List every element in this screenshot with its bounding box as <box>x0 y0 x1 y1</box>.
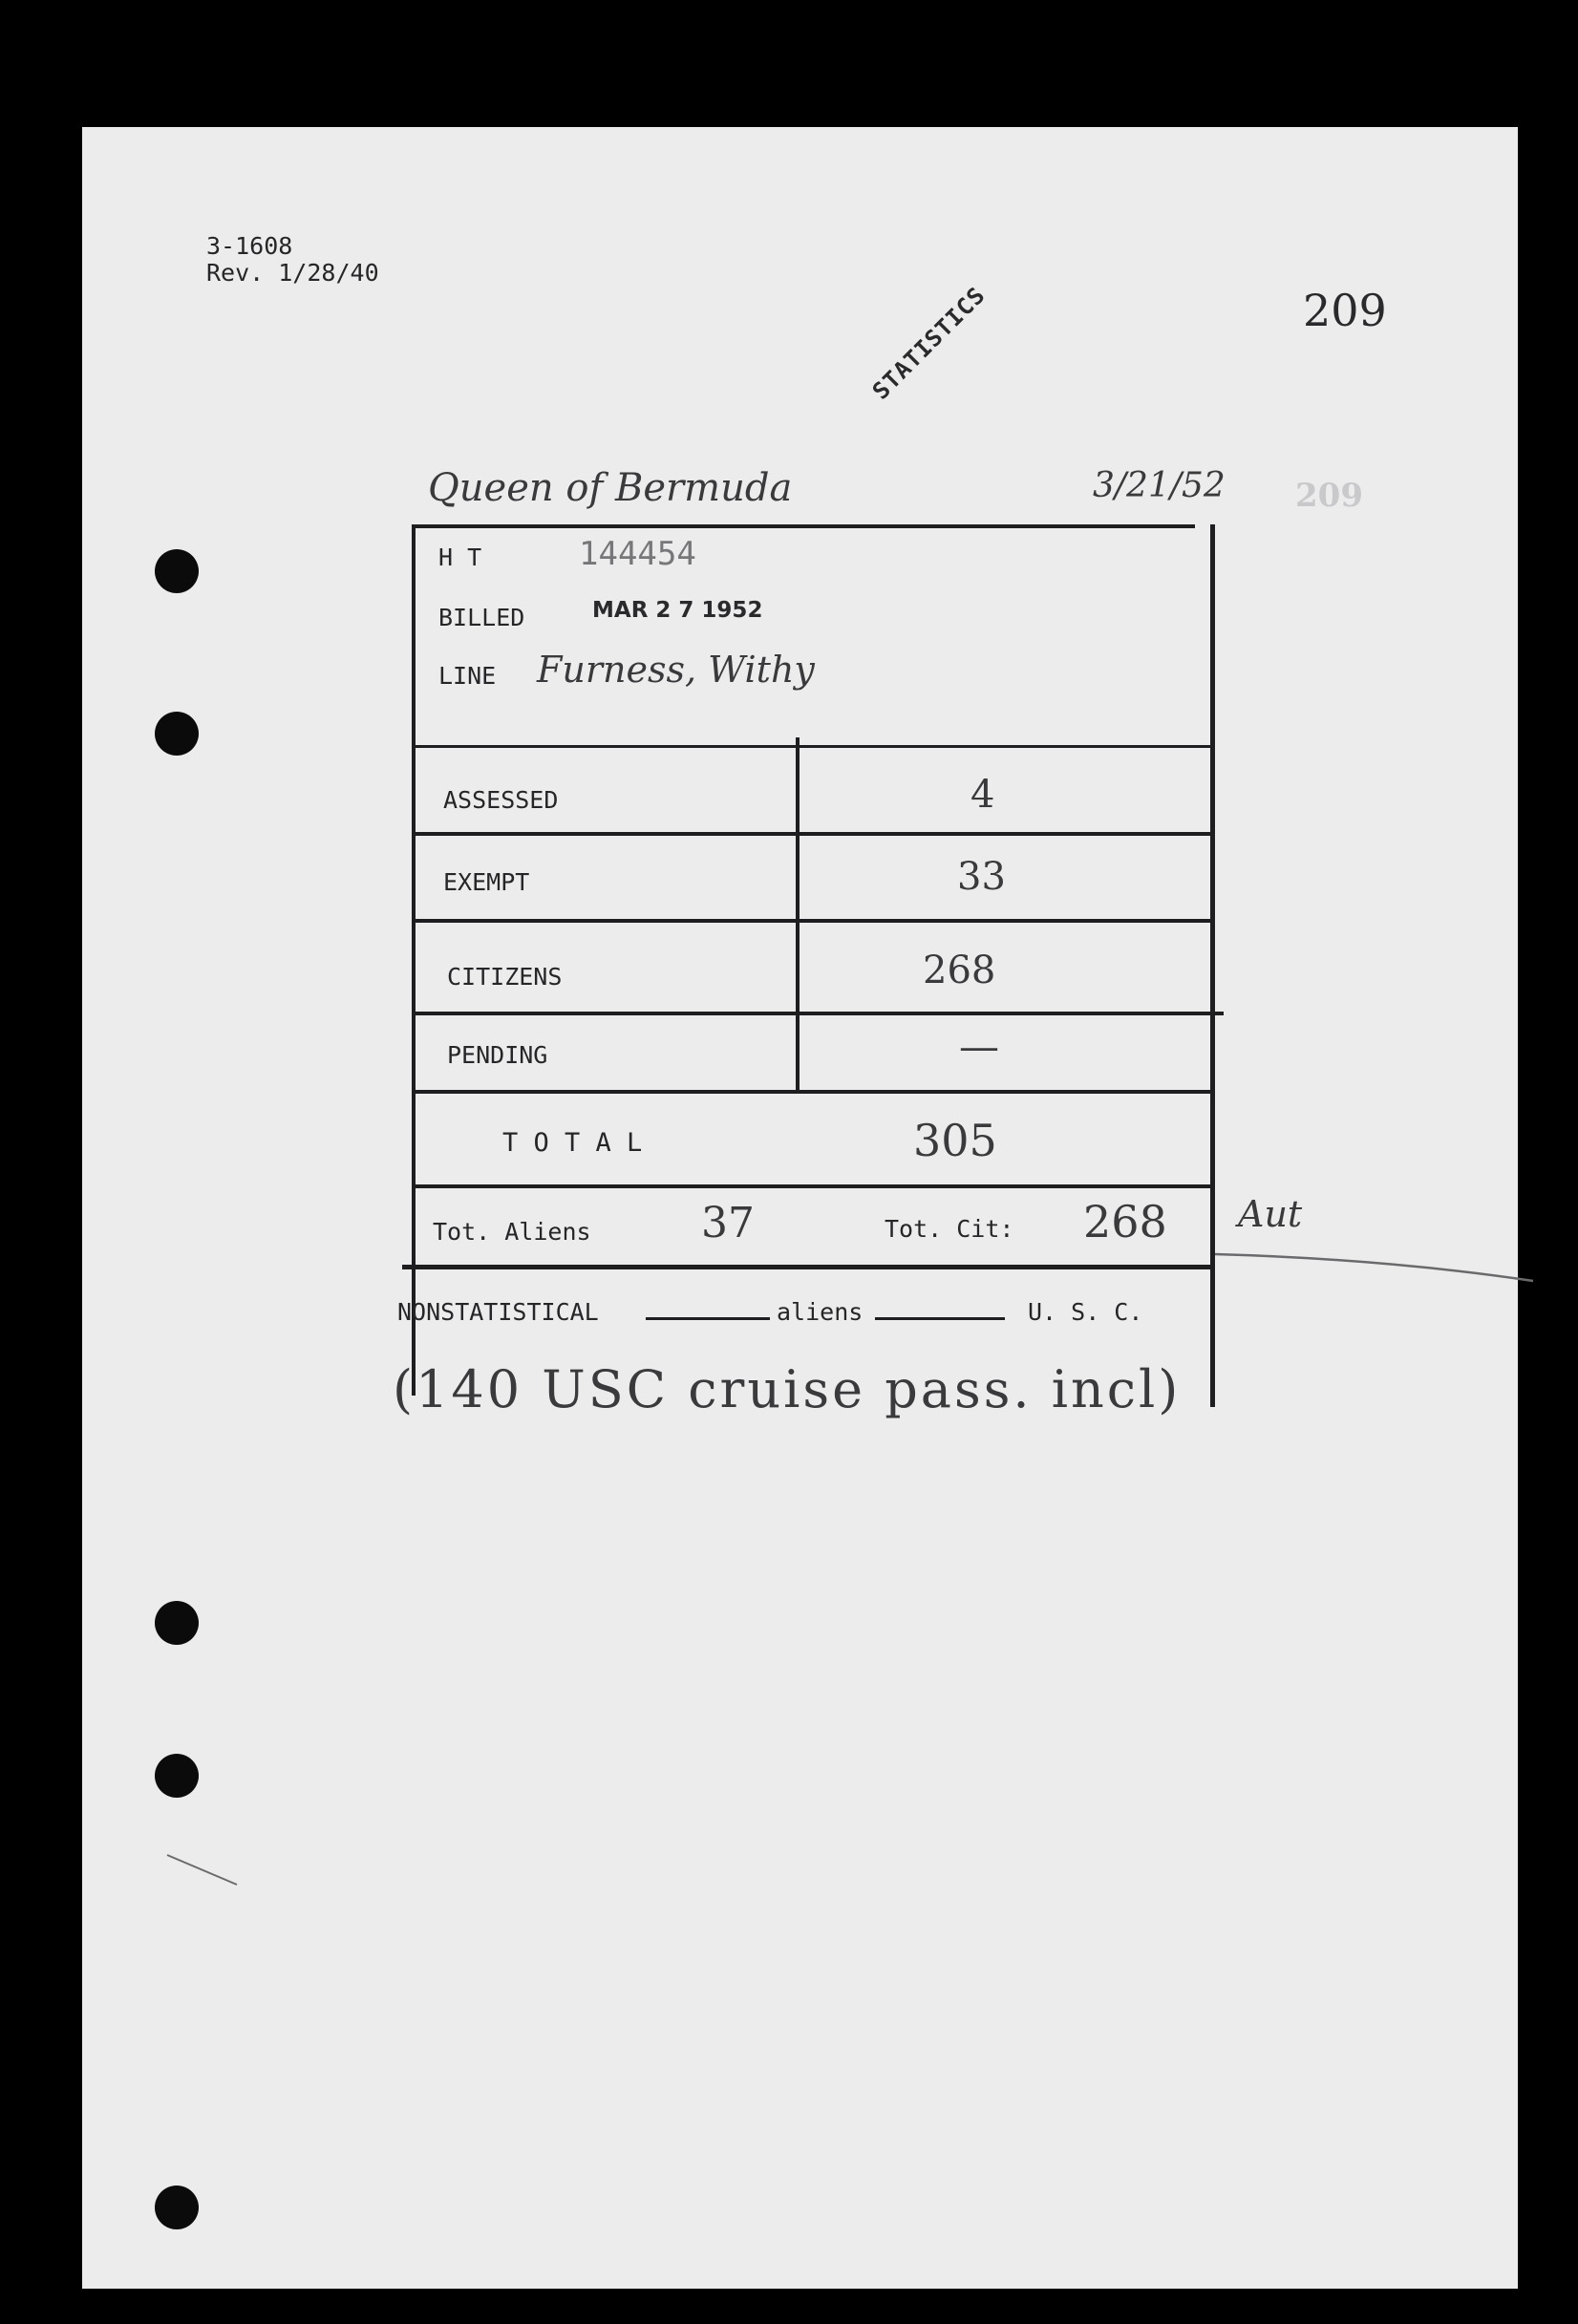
form-number: 3-1608 <box>206 232 293 260</box>
citizens-value: 268 <box>923 949 996 992</box>
assessed-label: ASSESSED <box>443 786 559 814</box>
form-revision: Rev. 1/28/40 <box>206 259 379 287</box>
note-stroke <box>1215 1254 1533 1281</box>
line-label: LINE <box>438 662 497 690</box>
total-citizens-value: 268 <box>1083 1196 1167 1247</box>
nonstatistical-aliens-label: aliens <box>777 1298 864 1326</box>
arrival-date: 3/21/52 <box>1093 466 1226 505</box>
ht-value: 144454 <box>579 535 696 573</box>
statistics-stamp: STATISTICS <box>867 281 992 405</box>
line-value: Furness, Withy <box>537 649 815 691</box>
billed-label: BILLED <box>438 604 525 631</box>
total-value: 305 <box>913 1115 997 1166</box>
nonstatistical-label: NONSTATISTICAL <box>397 1298 599 1326</box>
total-aliens-label: Tot. Aliens <box>433 1218 591 1246</box>
total-citizens-label: Tot. Cit: <box>885 1215 1014 1243</box>
ht-label: H T <box>438 544 482 571</box>
vessel-name: Queen of Bermuda <box>428 466 793 510</box>
exempt-value: 33 <box>957 855 1006 899</box>
page-number: 209 <box>1303 285 1387 336</box>
handwritten-note: (140 USC cruise pass. incl) <box>393 1359 1182 1419</box>
billed-date: MAR 2 7 1952 <box>592 598 763 623</box>
total-label: T O T A L <box>502 1128 643 1158</box>
nonstatistical-usc-label: U. S. C. <box>1028 1298 1143 1326</box>
assessed-value: 4 <box>970 773 995 817</box>
exempt-label: EXEMPT <box>443 868 530 896</box>
stray-mark <box>167 1855 237 1885</box>
faint-page-number: 209 <box>1295 477 1363 515</box>
pending-value: — <box>959 1023 999 1070</box>
citizens-label: CITIZENS <box>447 963 563 991</box>
total-aliens-value: 37 <box>701 1199 755 1247</box>
pending-label: PENDING <box>447 1041 548 1069</box>
total-citizens-note: Aut <box>1238 1193 1303 1235</box>
